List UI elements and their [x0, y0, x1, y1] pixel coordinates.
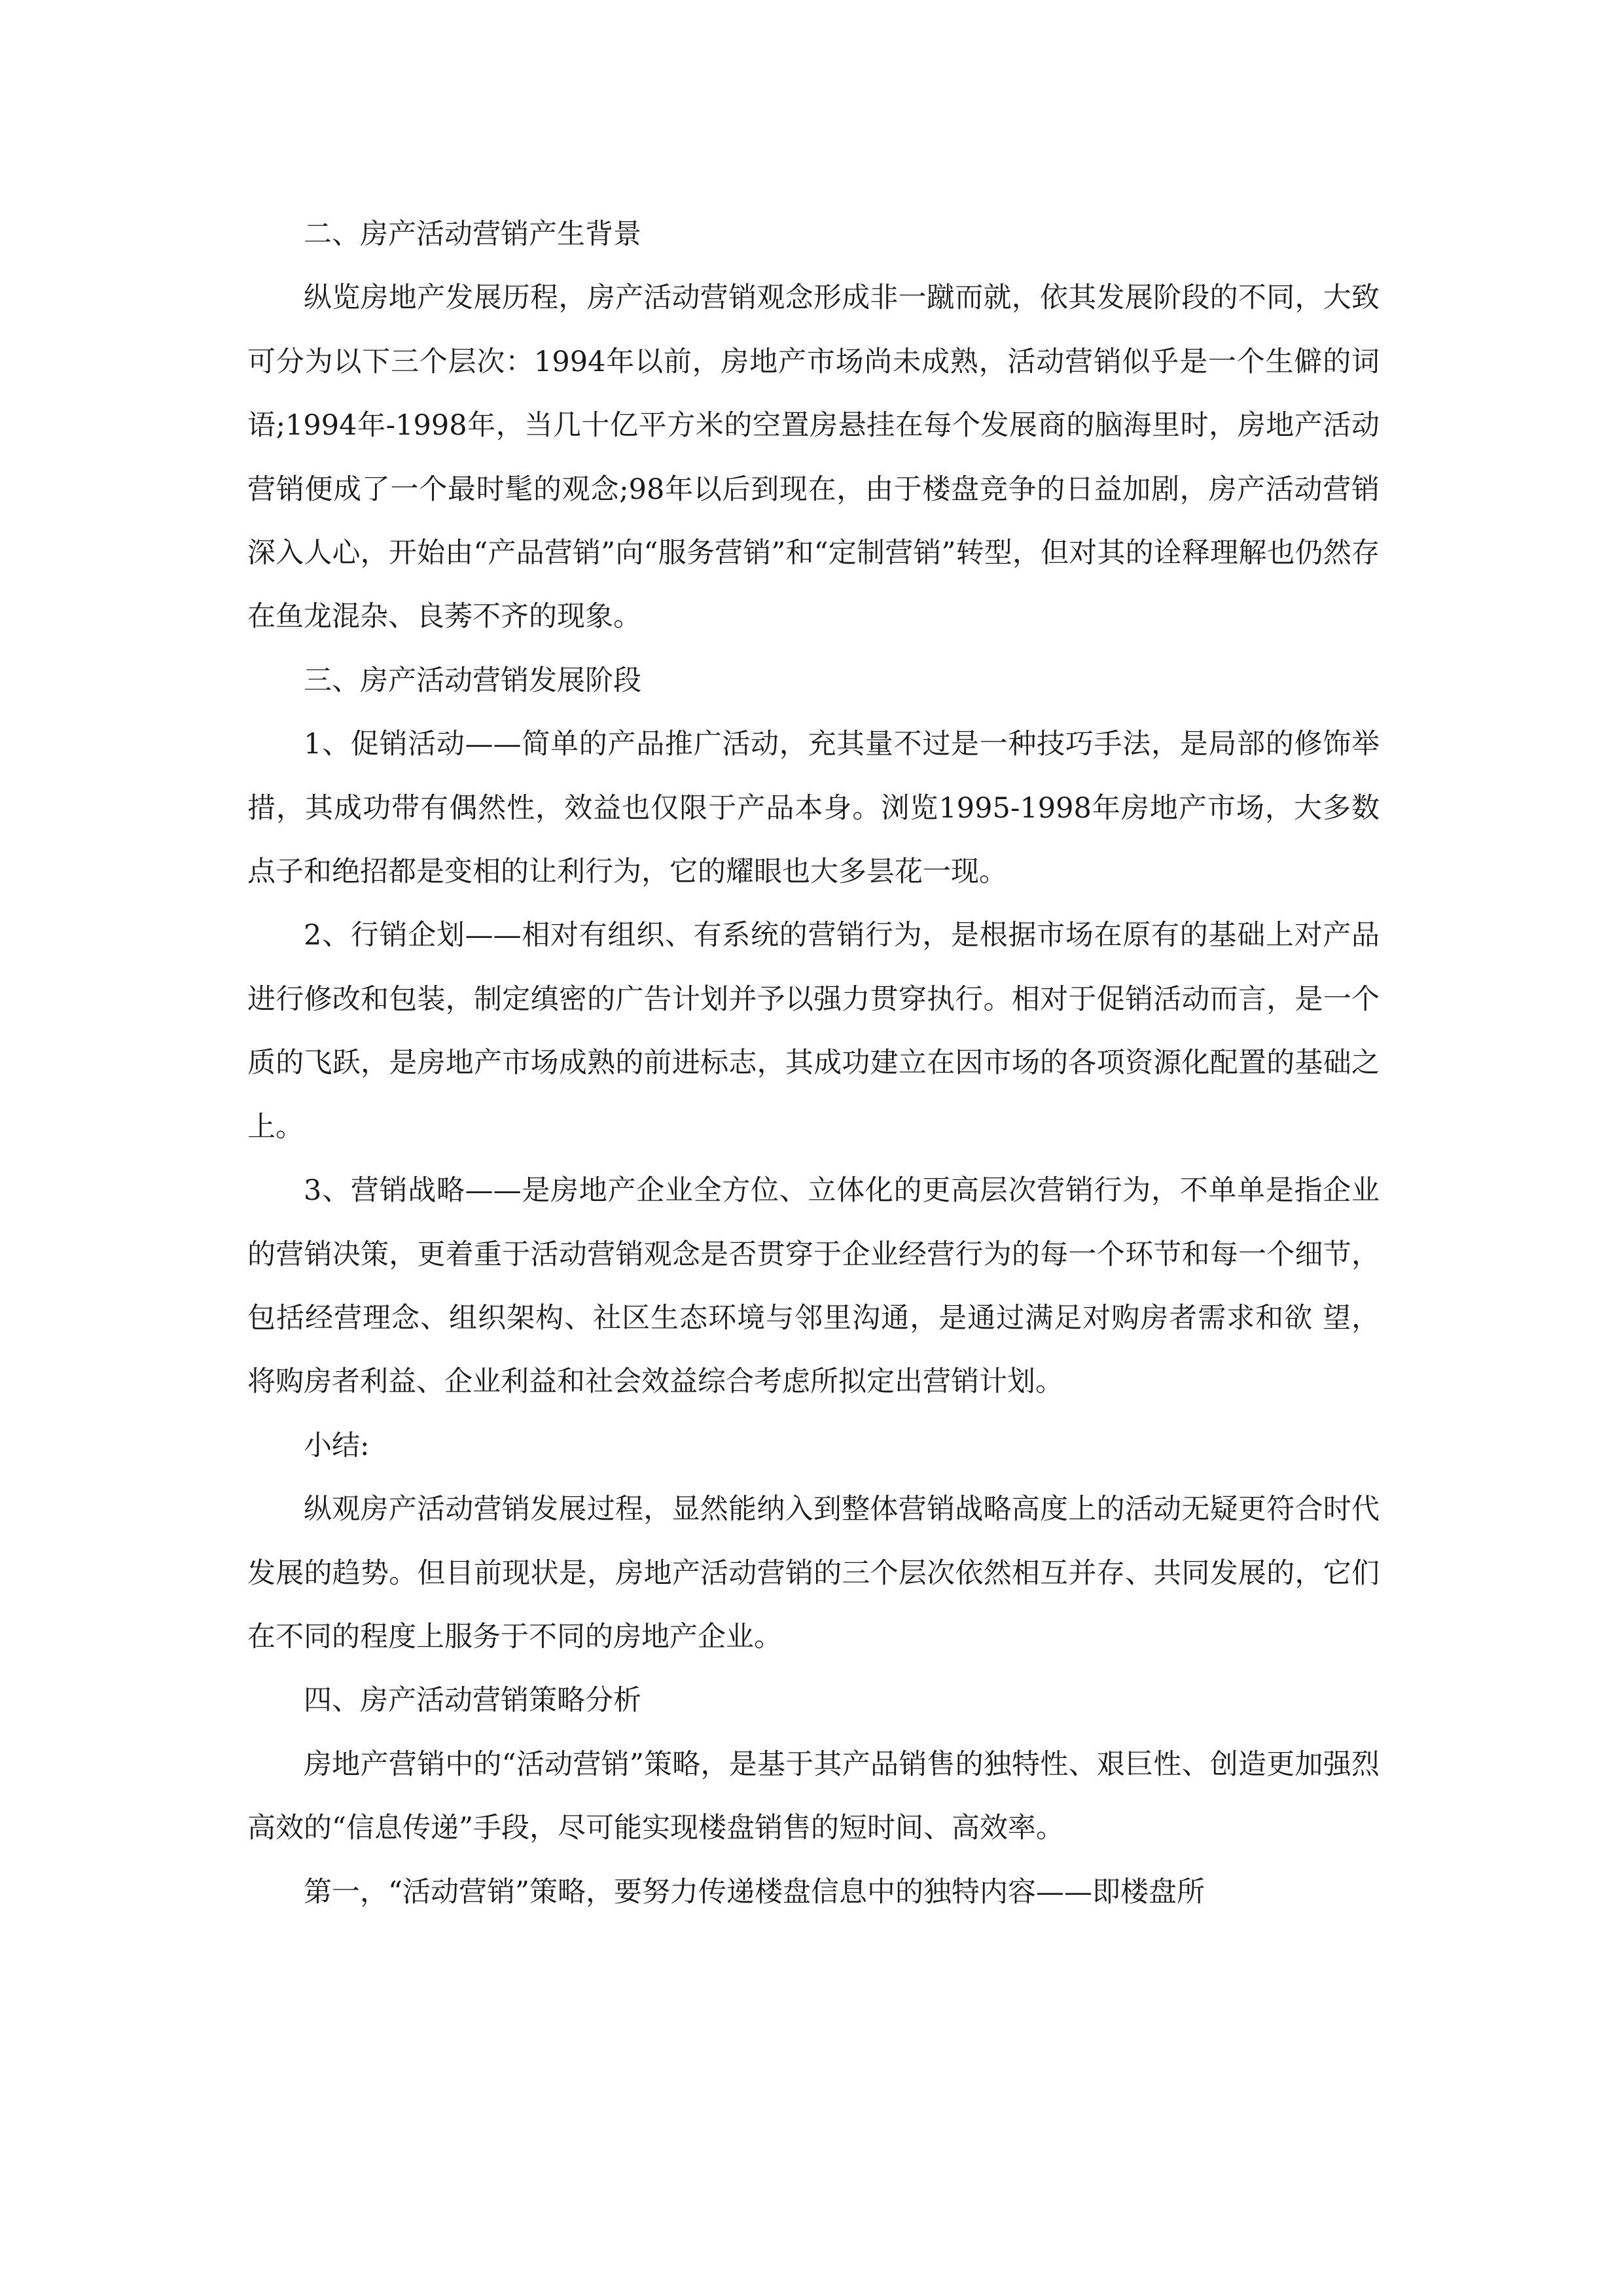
paragraph-strategy-first: 第一，“活动营销”策略，要努力传递楼盘信息中的独特内容——即楼盘所 — [304, 1875, 1205, 1909]
paragraph-stage-3: 3、营销战略——是房地产企业全方位、立体化的更高层次营销行为，不单单是指企业的营销决策，更着重于活动营销观念是否贯穿于企业经营行为的每一个环节和每一个细节，包括经营理念、组织架构、社区生态环境与邻里沟通，是通过满足对购房者需求和欲 望，将购房者利益、企业利益和社会效益综合考虑所拟定出营销计划。 — [247, 1174, 1380, 1399]
paragraph-background: 纵览房地产发展历程，房产活动营销观念形成非一蹴而就，依其发展阶段的不同，大致可分为以下三个层次：1994年以前，房地产市场尚未成熟，活动营销似乎是一个生僻的词语;1994年-1998年，当几十亿平方米的空置房悬挂在每个发展商的脑海里时，房地产活动营销便成了一个最时髦的观念;98年以后到现在，由于楼盘竞争的日益加剧，房产活动营销深入人心，开始由“产品营销”向“服务营销”和“定制营销”转型，但对其的诠释理解也仍然存在鱼龙混杂、良莠不齐的现象。 — [247, 281, 1380, 634]
section-heading-background: 二、房产活动营销产生背景 — [304, 218, 641, 251]
paragraph-summary: 纵观房产活动营销发展过程，显然能纳入到整体营销战略高度上的活动无疑更符合时代发展的趋势。但目前现状是，房地产活动营销的三个层次依然相互并存、共同发展的，它们在不同的程度上服务于不同的房地产企业。 — [247, 1493, 1380, 1653]
section-heading-strategy: 四、房产活动营销策略分析 — [304, 1684, 641, 1717]
paragraph-strategy-intro: 房地产营销中的“活动营销”策略，是基于其产品销售的独特性、艰巨性、创造更加强烈高效的“信息传递”手段，尽可能实现楼盘销售的短时间、高效率。 — [247, 1748, 1380, 1845]
section-heading-stages: 三、房产活动营销发展阶段 — [304, 664, 641, 697]
paragraph-stage-2: 2、行销企划——相对有组织、有系统的营销行为，是根据市场在原有的基础上对产品进行修改和包装，制定缜密的广告计划并予以强力贯穿执行。相对于促销活动而言，是一个质的飞跃，是房地产市场成熟的前进标志，其成功建立在因市场的各项资源化配置的基础之上。 — [247, 919, 1380, 1143]
summary-heading: 小结: — [304, 1429, 370, 1462]
paragraph-stage-1: 1、促销活动——简单的产品推广活动，充其量不过是一种技巧手法，是局部的修饰举措，其成功带有偶然性，效益也仅限于产品本身。浏览1995-1998年房地产市场，大多数点子和绝招都是变相的让利行为，它的耀眼也大多昙花一现。 — [247, 728, 1380, 889]
document-body — [247, 203, 1380, 1924]
